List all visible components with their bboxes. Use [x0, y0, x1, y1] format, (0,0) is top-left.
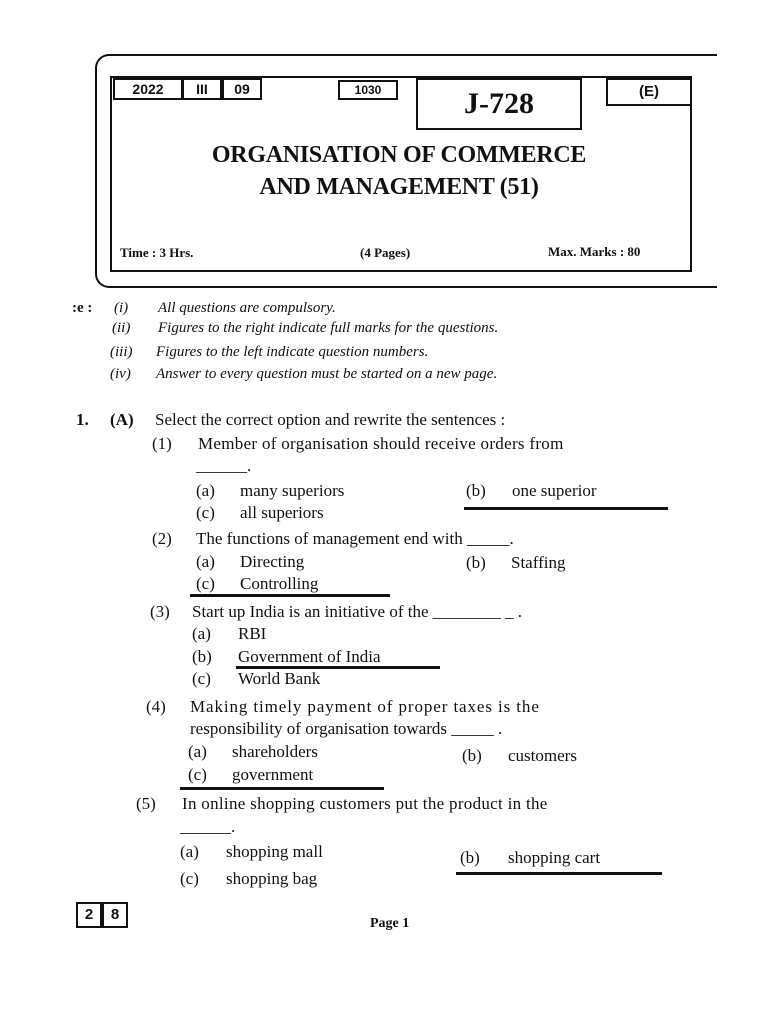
item5-num: (5) — [136, 794, 156, 813]
item3-opt-b-label: (b) — [192, 647, 212, 666]
item5-opt-a-label: (a) — [180, 842, 199, 861]
item2-opt-a: Directing — [240, 552, 305, 571]
page-number: Page 1 — [370, 916, 410, 931]
question-part: (A) — [110, 410, 134, 429]
item2-stem: The functions of management end with _____. — [196, 529, 514, 548]
item3-num: (3) — [150, 602, 170, 621]
language-box: (E) — [606, 78, 692, 106]
paper-title-line2: AND MANAGEMENT (51) — [259, 174, 539, 200]
item5-opt-c-label: (c) — [180, 869, 199, 888]
max-marks-label: Max. Marks : 80 — [548, 244, 641, 259]
item2-opt-b: Staffing — [511, 553, 566, 572]
note-num-2: (ii) — [112, 320, 131, 336]
item2-answer-underline — [190, 594, 390, 597]
item1-opt-c-label: (c) — [196, 503, 215, 522]
item1-opt-c: all superiors — [240, 503, 324, 522]
item1-stem-cont: ______. — [196, 456, 252, 475]
note-text-2: Figures to the right indicate full marks for the questions. — [158, 320, 499, 336]
note-num-4: (iv) — [110, 366, 131, 382]
item1-opt-a-label: (a) — [196, 481, 215, 500]
item1-answer-underline — [464, 507, 668, 510]
note-num-3: (iii) — [110, 344, 133, 360]
note-text-4: Answer to every question must be started on a new page. — [156, 366, 498, 382]
item2-opt-b-label: (b) — [466, 553, 486, 572]
item1-num: (1) — [152, 434, 172, 453]
year-box: 2022 — [113, 78, 183, 100]
item5-answer-underline — [456, 872, 662, 875]
item5-opt-a: shopping mall — [226, 842, 323, 861]
item3-stem: Start up India is an initiative of the ________ _ . — [192, 602, 523, 621]
item4-num: (4) — [146, 697, 166, 716]
item2-num: (2) — [152, 529, 172, 548]
item5-stem: In online shopping customers put the product in the — [182, 794, 548, 813]
question-number: 1. — [76, 410, 89, 429]
item1-opt-b: one superior — [512, 481, 597, 500]
footer-box-1: 2 — [76, 902, 102, 928]
item3-opt-a: RBI — [238, 624, 267, 643]
item3-opt-c: World Bank — [238, 669, 321, 688]
item4-answer-underline — [180, 787, 384, 790]
item5-opt-b: shopping cart — [508, 848, 601, 867]
item2-opt-a-label: (a) — [196, 552, 215, 571]
item1-opt-a: many superiors — [240, 481, 345, 500]
item4-opt-a: shareholders — [232, 742, 318, 761]
item4-opt-a-label: (a) — [188, 742, 207, 761]
item3-opt-a-label: (a) — [192, 624, 211, 643]
paper-code-box: J-728 — [416, 78, 582, 130]
item5-stem-cont: ______. — [180, 817, 236, 836]
item4-stem-cont: responsibility of organisation towards _____ . — [190, 719, 503, 738]
item2-opt-c-label: (c) — [196, 574, 215, 593]
time-label: Time : 3 Hrs. — [120, 245, 194, 260]
item4-opt-c: government — [232, 765, 314, 784]
item3-opt-c-label: (c) — [192, 669, 211, 688]
notes-prefix: :e : — [72, 300, 93, 316]
item1-opt-b-label: (b) — [466, 481, 486, 500]
note-text-3: Figures to the left indicate question numbers. — [156, 344, 429, 360]
note-text-1: All questions are compulsory. — [158, 300, 336, 316]
pages-label: (4 Pages) — [360, 245, 411, 260]
item3-opt-b: Government of India — [238, 647, 381, 666]
item2-opt-c: Controlling — [240, 574, 319, 593]
item1-stem: Member of organisation should receive orders from — [198, 434, 564, 453]
item4-stem: Making timely payment of proper taxes is the — [190, 697, 540, 716]
item4-opt-b: customers — [508, 746, 577, 765]
note-num-1: (i) — [114, 300, 129, 316]
day-box: 09 — [222, 78, 262, 100]
item5-opt-b-label: (b) — [460, 848, 480, 867]
month-box: III — [182, 78, 222, 100]
question-instruction: Select the correct option and rewrite the sentences : — [155, 410, 506, 429]
item4-opt-c-label: (c) — [188, 765, 207, 784]
item4-opt-b-label: (b) — [462, 746, 482, 765]
code-number-box: 1030 — [338, 80, 398, 100]
footer-box-2: 8 — [102, 902, 128, 928]
paper-title-line1: ORGANISATION OF COMMERCE — [211, 142, 587, 168]
item5-opt-c: shopping bag — [226, 869, 318, 888]
